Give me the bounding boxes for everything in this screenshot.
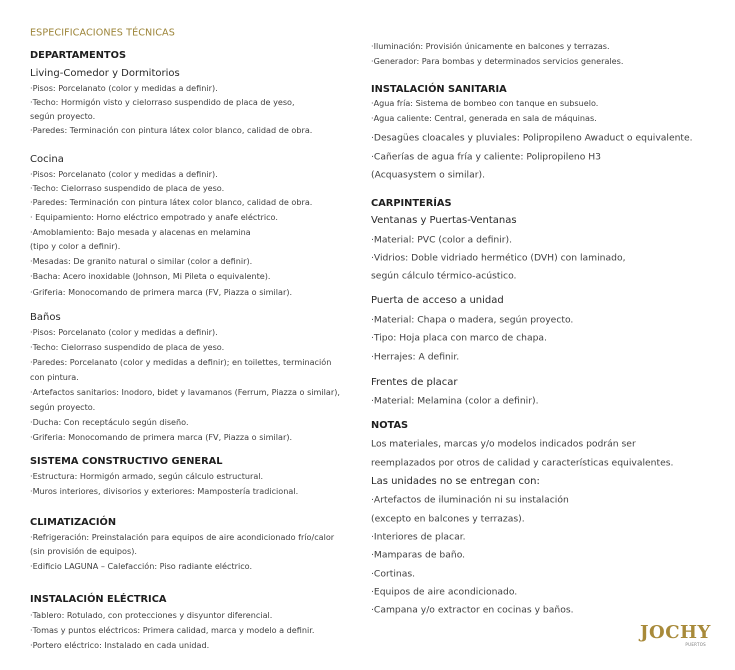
spec-line: ·Agua caliente: Central, generada en sala de máquinas. [371,113,597,124]
spec-line: ·Paredes: Terminación con pintura látex color blanco, calidad de obra. [30,197,313,208]
spec-line: (Acquasystem o similar). [371,169,486,181]
spec-line: ·Tomas y puntos eléctricos: Primera calidad, marca y modelo a definir. [30,625,315,636]
spec-line: ·Cañerías de agua fría y caliente: Polipropileno H3 [371,151,602,163]
spec-line: ·Tipo: Hoja placa con marco de chapa. [371,332,547,344]
spec-line: (excepto en balcones y terrazas). [371,513,525,525]
spec-line: ·Griferia: Monocomando de primera marca (FV, Piazza o similar). [30,287,293,298]
spec-line: ·Generador: Para bombas y determinados servicios generales. [371,56,624,67]
subsection-title: Baños [30,312,61,323]
spec-line: según proyecto. [30,402,96,413]
subsection-title: Ventanas y Puertas-Ventanas [371,215,517,226]
subsection-title: Cocina [30,154,64,165]
spec-line: · Equipamiento: Horno eléctrico empotrado y anafe eléctrico. [30,212,278,223]
jochy-logo [640,624,710,647]
spec-line: ·Amoblamiento: Bajo mesada y alacenas en melamina [30,227,251,238]
spec-line: ·Desagües cloacales y pluviales: Polipropileno Awaduct o equivalente. [371,132,693,144]
spec-line: ·Griferia: Monocomando de primera marca (FV, Piazza o similar). [30,432,293,443]
spec-line: ·Agua fría: Sistema de bombeo con tanque en subsuelo. [371,98,599,109]
spec-line: reemplazados por otros de calidad y características equivalentes. [371,457,674,469]
spec-line: según proyecto. [30,111,96,122]
section-heading: INSTALACIÓN SANITARIA [371,84,507,96]
spec-line: ·Pisos: Porcelanato (color y medidas a definir). [30,327,218,338]
spec-line: ·Interiores de placar. [371,531,466,543]
spec-line: ·Refrigeración: Preinstalación para equipos de aire acondicionado frío/calor [30,532,335,543]
subsection-title: Living-Comedor y Dormitorios [30,68,180,79]
spec-line: Los materiales, marcas y/o modelos indicados podrán ser [371,438,636,450]
section-heading: INSTALACIÓN ELÉCTRICA [30,594,167,606]
section-heading: CLIMATIZACIÓN [30,517,117,529]
spec-line: ·Vidrios: Doble vidriado hermético (DVH) con laminado, [371,252,626,264]
spec-line: ·Techo: Hormigón visto y cielorraso suspendido de placa de yeso, [30,97,295,108]
spec-line: ·Ducha: Con receptáculo según diseño. [30,417,189,428]
section-heading: SISTEMA CONSTRUCTIVO GENERAL [30,456,223,468]
page-title: ESPECIFICACIONES TÉCNICAS [30,27,175,39]
subsection-title: Las unidades no se entregan con: [371,476,540,487]
section-heading: CARPINTERÍAS [371,198,452,210]
spec-line: ·Muros interiores, divisorios y exteriores: Mampostería tradicional. [30,486,299,497]
spec-line: ·Paredes: Porcelanato (color y medidas a definir); en toilettes, terminación [30,357,332,368]
logo-tagline: PUERTOS [685,642,706,647]
subsection-title: Frentes de placar [371,377,458,388]
spec-line: ·Campana y/o extractor en cocinas y baños. [371,604,574,616]
spec-line: (sin provisión de equipos). [30,546,137,557]
spec-line: ·Edificio LAGUNA – Calefacción: Piso radiante eléctrico. [30,561,253,572]
spec-line: ·Material: Melamina (color a definir). [371,395,539,407]
spec-line: según cálculo térmico-acústico. [371,270,517,282]
spec-line: ·Techo: Cielorraso suspendido de placa de yeso. [30,183,225,194]
spec-line: ·Artefactos sanitarios: Inodoro, bidet y lavamanos (Ferrum, Piazza o similar), [30,387,340,398]
spec-line: ·Material: PVC (color a definir). [371,234,513,246]
spec-line: (tipo y color a definir). [30,241,121,252]
spec-line: ·Material: Chapa o madera, según proyecto. [371,314,574,326]
spec-line: ·Equipos de aire acondicionado. [371,586,518,598]
spec-line: ·Cortinas. [371,568,416,580]
spec-line: ·Mamparas de baño. [371,549,466,561]
spec-line: ·Artefactos de iluminación ni su instalación [371,494,569,506]
spec-line: ·Tablero: Rotulado, con protecciones y disyuntor diferencial. [30,610,273,621]
spec-line: ·Bacha: Acero inoxidable (Johnson, Mi Pileta o equivalente). [30,271,271,282]
spec-line: ·Herrajes: A definir. [371,351,460,363]
logo-brand: JOCHY [640,622,711,643]
spec-line: ·Pisos: Porcelanato (color y medidas a definir). [30,169,218,180]
spec-line: con pintura. [30,372,79,383]
section-heading: NOTAS [371,420,409,432]
spec-line: ·Paredes: Terminación con pintura látex color blanco, calidad de obra. [30,125,313,136]
spec-line: ·Iluminación: Provisión únicamente en balcones y terrazas. [371,41,610,52]
subsection-title: Puerta de acceso a unidad [371,295,504,306]
spec-line: ·Pisos: Porcelanato (color y medidas a definir). [30,83,218,94]
section-heading: DEPARTAMENTOS [30,50,127,62]
spec-line: ·Estructura: Hormigón armado, según cálculo estructural. [30,471,264,482]
spec-line: ·Portero eléctrico: Instalado en cada unidad. [30,640,210,651]
spec-line: ·Techo: Cielorraso suspendido de placa de yeso. [30,342,225,353]
spec-line: ·Mesadas: De granito natural o similar (color a definir). [30,256,253,267]
